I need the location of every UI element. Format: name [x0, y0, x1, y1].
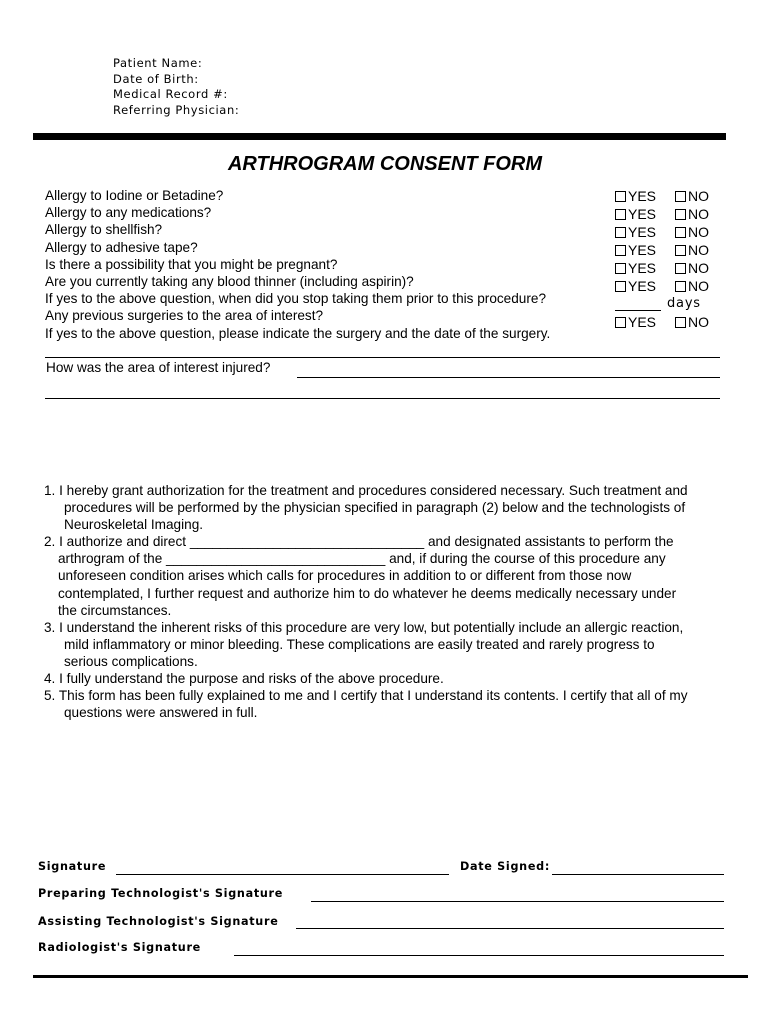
dob-label: Date of Birth: — [113, 71, 199, 86]
no-label: NO — [688, 278, 709, 294]
signature-line[interactable] — [116, 874, 449, 875]
answer-row — [615, 277, 709, 295]
radiologist-line[interactable] — [234, 955, 724, 956]
term-line: 4. I fully understand the purpose and risks of the above procedure. — [44, 671, 444, 687]
term-line: serious complications. — [64, 653, 198, 669]
answer-row — [615, 205, 709, 223]
bottom-divider — [33, 975, 748, 978]
assisting-tech-line[interactable] — [296, 928, 724, 929]
no-checkbox[interactable] — [675, 281, 686, 292]
referring-physician-label: Referring Physician: — [113, 102, 240, 117]
days-row — [615, 295, 709, 313]
question-list — [45, 187, 550, 342]
yes-checkbox[interactable] — [615, 317, 626, 328]
yes-label: YES — [628, 242, 657, 258]
term-line: 2. I authorize and direct _______________________________ and designated assistants to perform the — [44, 534, 674, 550]
date-signed-line[interactable] — [552, 874, 724, 875]
radiologist-label: Radiologist's Signature — [38, 941, 201, 954]
term-line: 1. I hereby grant authorization for the treatment and procedures considered necessary. Such treatment and — [44, 483, 688, 498]
no-label: NO — [688, 314, 709, 330]
question-pregnant: Is there a possibility that you might be pregnant? — [45, 256, 338, 272]
injured-question: How was the area of interest injured? — [46, 360, 271, 375]
medical-record-label: Medical Record #: — [113, 87, 228, 101]
yes-checkbox[interactable] — [615, 227, 626, 238]
question-blood-thinner: Are you currently taking any blood thinner (including aspirin)? — [45, 274, 414, 290]
yes-checkbox[interactable] — [615, 245, 626, 256]
date-signed-label: Date Signed: — [460, 860, 551, 873]
term-line: questions were answered in full. — [64, 705, 258, 721]
yes-label: YES — [628, 278, 657, 294]
no-checkbox[interactable] — [675, 191, 686, 202]
answer-row — [615, 259, 709, 277]
question-stop-thinner: If yes to the above question, when did you stop taking them prior to this procedure? — [45, 291, 547, 307]
term-line: 3. I understand the inherent risks of this procedure are very low, but potentially include an allergic reaction, — [44, 619, 684, 635]
injured-answer-line-2[interactable] — [45, 398, 720, 399]
patient-name-label: Patient Name: — [113, 56, 203, 70]
preparing-tech-line[interactable] — [311, 901, 724, 902]
days-label: days — [667, 296, 701, 311]
term-line: arthrogram of the _____________________________ and, if during the course of this procedure any — [58, 551, 666, 567]
term-line: Neuroskeletal Imaging. — [64, 517, 204, 533]
assisting-tech-label: Assisting Technologist's Signature — [38, 915, 279, 928]
no-checkbox[interactable] — [675, 317, 686, 328]
question-surgery-details: If yes to the above question, please indicate the surgery and the date of the surgery. — [45, 325, 551, 341]
yes-checkbox[interactable] — [615, 263, 626, 274]
question-iodine: Allergy to Iodine or Betadine? — [45, 188, 224, 203]
yes-label: YES — [628, 188, 657, 204]
no-checkbox[interactable] — [675, 245, 686, 256]
consent-terms — [44, 482, 744, 721]
no-label: NO — [688, 224, 709, 240]
patient-header — [113, 56, 239, 118]
answer-row — [615, 223, 709, 241]
answer-row — [615, 313, 709, 331]
signature-label: Signature — [38, 860, 107, 873]
term-line: contemplated, I further request and authorize him to do whatever he deems medically necessary under — [58, 585, 677, 601]
preparing-tech-label: Preparing Technologist's Signature — [38, 887, 284, 900]
yes-label: YES — [628, 260, 657, 276]
form-title: ARTHROGRAM CONSENT FORM — [227, 153, 543, 175]
no-label: NO — [688, 260, 709, 276]
question-adhesive: Allergy to adhesive tape? — [45, 239, 198, 255]
yes-checkbox[interactable] — [615, 209, 626, 220]
no-label: NO — [688, 188, 709, 204]
answer-row — [615, 241, 709, 259]
term-line: procedures will be performed by the physician specified in paragraph (2) below and the technologists of — [64, 500, 686, 516]
question-medications: Allergy to any medications? — [45, 205, 212, 221]
days-input[interactable] — [615, 298, 661, 311]
no-label: NO — [688, 206, 709, 222]
top-divider — [33, 133, 726, 140]
yes-label: YES — [628, 206, 657, 222]
term-line: the circumstances. — [58, 602, 172, 618]
question-shellfish: Allergy to shellfish? — [45, 222, 163, 238]
term-line: mild inflammatory or minor bleeding. These complications are easily treated and rarely progress to — [64, 636, 655, 652]
injured-answer-line[interactable] — [297, 377, 720, 378]
no-checkbox[interactable] — [675, 209, 686, 220]
no-checkbox[interactable] — [675, 263, 686, 274]
answer-row — [615, 187, 709, 205]
surgery-details-line[interactable] — [45, 357, 720, 358]
question-surgeries: Any previous surgeries to the area of interest? — [45, 308, 324, 324]
answer-column — [615, 187, 709, 331]
yes-label: YES — [628, 224, 657, 240]
yes-label: YES — [628, 314, 657, 330]
no-label: NO — [688, 242, 709, 258]
yes-checkbox[interactable] — [615, 281, 626, 292]
yes-checkbox[interactable] — [615, 191, 626, 202]
no-checkbox[interactable] — [675, 227, 686, 238]
term-line: 5. This form has been fully explained to me and I certify that I understand its contents. I certify that all of my — [44, 688, 688, 704]
term-line: unforeseen condition arises which calls for procedures in addition to or different from those now — [58, 568, 632, 584]
